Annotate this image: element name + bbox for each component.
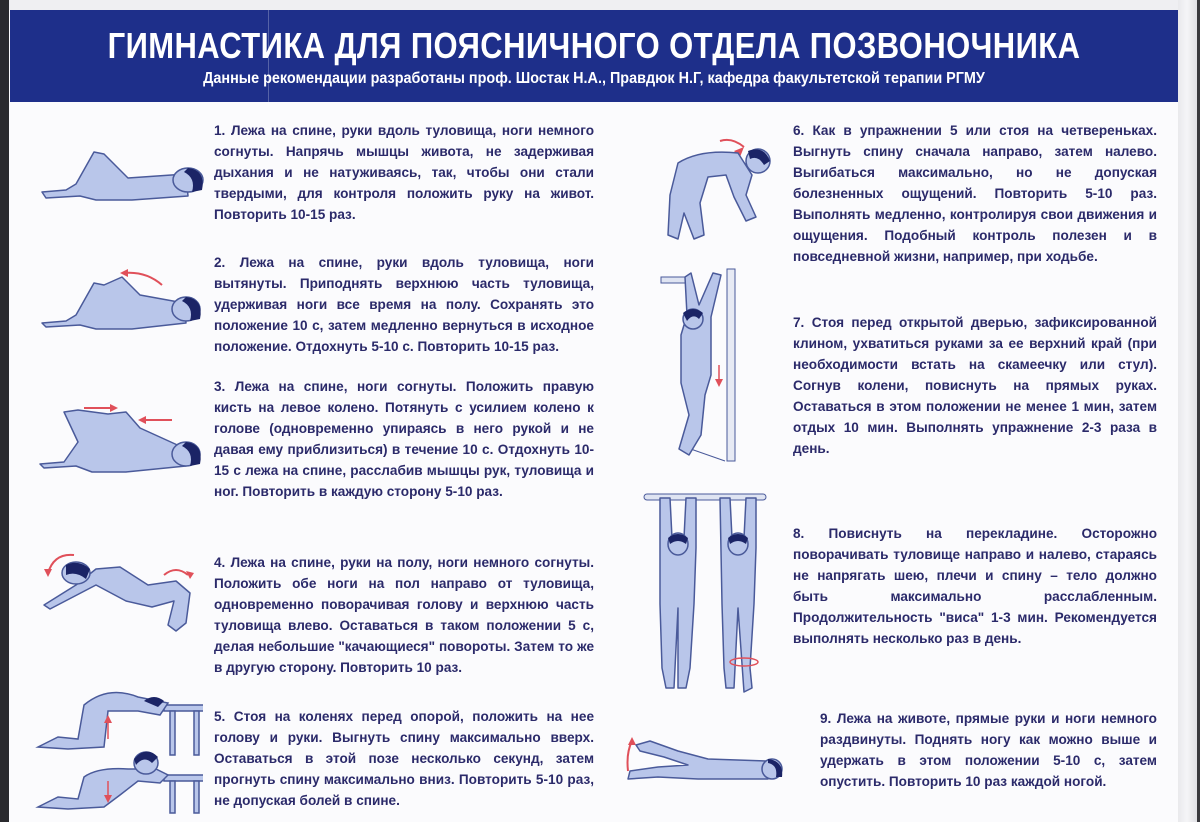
exercise-4-text: 4. Лежа на спине, руки на полу, ноги немного согнуты. Положить обе ноги на пол направо от туловища, одновременно поворачивая голову и верхнюю часть туловища влево. Оставаться в таком положении 5 с, делая небольшие "качающиеся" повороты. Затем то же в другую сторону. Повторить 10 раз.: [214, 555, 594, 675]
person-twist-icon: [36, 545, 206, 635]
exercise-1-text: 1. Лежа на спине, руки вдоль туловища, ноги немного согнуты. Напрячь мышцы живота, не задерживая дыхания и не натуживаясь, так, чтобы они стали твердыми, для контроля положить руку на живот. Повторить 10-15 раз.: [214, 123, 594, 222]
person-door-hang-icon: [655, 265, 745, 465]
person-prone-icon: [618, 735, 788, 785]
exercise-9-text: 9. Лежа на животе, прямые руки и ноги немного раздвинуты. Поднять ногу как можно выше и удержать в этом положении 5-10 с, затем опустить. Повторить 10 раз каждой ногой.: [820, 711, 1157, 789]
person-knee-press-icon: [36, 400, 206, 475]
exercise-4-illustration: [36, 545, 206, 635]
exercise-5-illustration: [28, 675, 203, 815]
exercise-5-text: 5. Стоя на коленях перед опорой, положить на нее голову и руки. Выгнуть спину максимально вверх. Оставаться в этой позе несколько секунд, затем прогнуть спину максимально вниз. Повторить 5-10 раз, не допуская болей в спине.: [214, 709, 594, 808]
person-all-fours-icon: [660, 135, 775, 245]
exercise-2-text: 2. Лежа на спине, руки вдоль туловища, ноги вытянуты. Приподнять верхнюю часть туловища, удерживая ноги все время на полу. Сохранять это положение 10 с, затем медленно вернуться в исходное положение. Отдохнуть 5-10 с. Повторить 10-15 раз.: [214, 255, 594, 354]
exercise-7-text: 7. Стоя перед открытой дверью, зафиксированной клином, ухватиться руками за ее верхний край (при необходимости встать на скамеечку или стул). Согнув колени, повиснуть на прямых руках. Оставаться в этом положении не менее 1 мин, затем отдых 10 мин. Выполнять упражнение 2-3 раза в день.: [793, 315, 1157, 456]
scan-left-edge: [0, 0, 9, 822]
exercise-3-illustration: [36, 400, 206, 475]
exercise-6-illustration: [660, 135, 775, 245]
person-bar-hang-icon: [640, 488, 770, 703]
exercise-1-illustration: [36, 140, 206, 210]
exercise-9-illustration: [618, 735, 788, 785]
exercise-8-illustration: [640, 488, 770, 703]
page-top-margin: [9, 0, 1178, 10]
person-kneeling-stool-icon: [28, 675, 203, 815]
person-situp-icon: [36, 265, 206, 335]
exercise-2-illustration: [36, 265, 206, 335]
scan-right-edge: [1178, 0, 1200, 822]
exercise-6-text: 6. Как в упражнении 5 или стоя на четвереньках. Выгнуть спину сначала направо, затем налево. Выгибаться максимально, но не допуская болезненных ощущений. Повторить 5-10 раз. Выполнять медленно, контролируя свои движения и ощущения. Подобный контроль полезен и в повседневной жизни, например, при ходьбе.: [793, 123, 1157, 264]
exercise-7-illustration: [655, 265, 745, 465]
page-subtitle: Данные рекомендации разработаны проф. Шостак Н.А., Правдюк Н.Г, кафедра факультетской терапии РГМУ: [203, 70, 985, 87]
page-title: ГИМНАСТИКА ДЛЯ ПОЯСНИЧНОГО ОТДЕЛА ПОЗВОНОЧНИКА: [107, 25, 1081, 66]
person-lying-icon: [36, 140, 206, 210]
header-banner: [10, 10, 1178, 102]
exercise-3-text: 3. Лежа на спине, ноги согнуты. Положить правую кисть на левое колено. Потянуть с усилием колено к голове (одновременно упираясь в него рукой и не давая ему приблизиться) в течение 10 с. Отдохнуть 10-15 с лежа на спине, расслабив мышцы рук, туловища и ног. Повторить в каждую сторону 5-10 раз.: [214, 379, 594, 499]
exercise-8-text: 8. Повиснуть на перекладине. Осторожно поворачивать туловище направо и налево, стараясь не напрягать шею, плечи и спину – тело должно быть максимально расслабленным. Продолжительность "виса" 1-3 мин. Рекомендуется выполнять несколько раз в день.: [793, 526, 1157, 646]
